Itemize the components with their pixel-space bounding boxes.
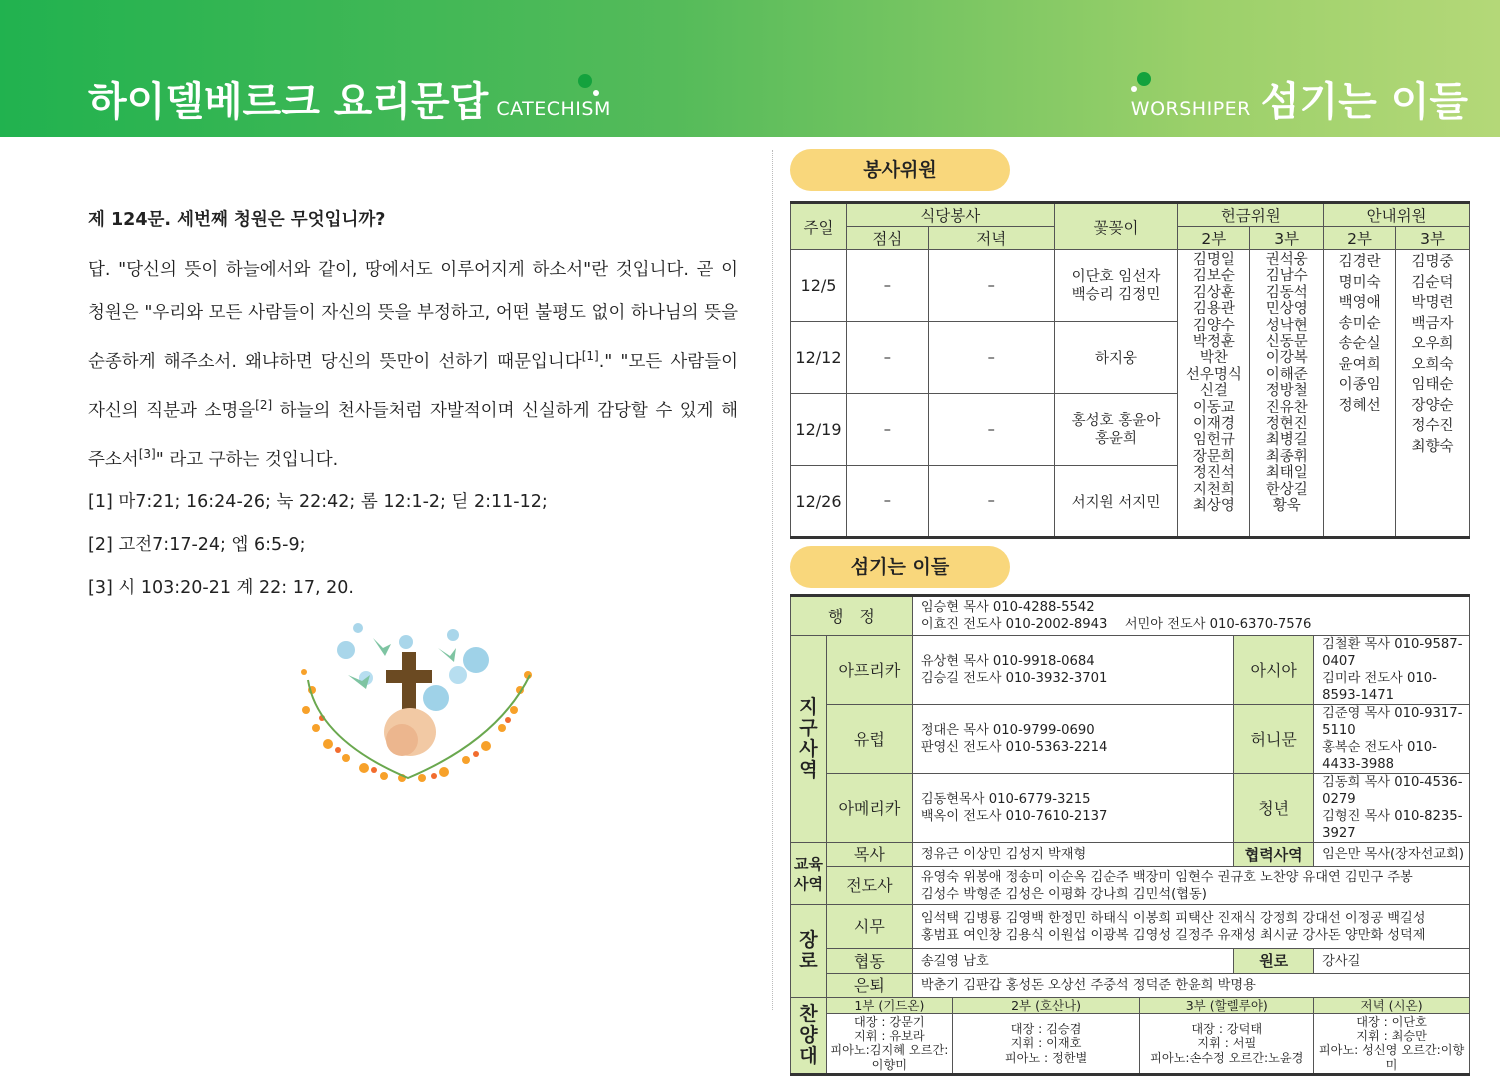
header-dinner: 저녁 [928,227,1054,250]
europe-label: 유럽 [826,705,912,774]
staff-line: 김준영 목사 010-9317-5110 [1322,706,1463,738]
row-dinner: – [928,322,1054,394]
catechism-section [88,206,738,610]
row-flower: 홍성호 홍윤아 홍윤희 [1054,394,1178,466]
header-offering-2: 2부 [1178,227,1250,250]
choir-line: 피아노:김지혜 오르간:이향미 [830,1043,949,1072]
answer-text: ." "모든 사람들이 자신의 직분과 소명을 [88,351,738,421]
choir-line: 대장 : 김승겸 [1010,1022,1082,1037]
cooperation-label: 협력사역 [1234,843,1314,867]
names-line: 유영숙 위봉애 정송미 이순옥 김순주 백장미 임현수 권규호 노찬양 유대연 김민구 주봉 [920,869,1413,885]
choir-line: 지휘 : 이재호 [1010,1036,1082,1051]
footnote-marker: [2] [255,397,273,412]
cross-hands-illustration [298,620,543,785]
row-flower: 서지원 서지민 [1054,466,1178,538]
row-date: 12/5 [791,250,847,322]
white-dot-icon [593,90,599,96]
header-offering: 헌금위원 [1178,203,1324,227]
choir-line: 피아노: 성신영 오르간:이향미 [1318,1043,1465,1072]
reference-1: [1] 마7:21; 16:24-26; 눅 22:42; 롬 12:1-2; 딛 2:11-12; [88,492,548,513]
admin-label: 행 정 [791,596,913,636]
green-dot-icon [578,74,592,88]
names-line: 홍범표 여인창 김용식 이원섭 이광복 김영성 길정주 유재성 최시균 강사돈 양만화 성덕제 [920,927,1426,943]
row-lunch: – [846,322,928,394]
row-lunch: – [846,250,928,322]
header-cafeteria: 식당봉사 [846,203,1054,227]
admin-line: 이효진 전도사 010-2002-8943 서민아 전도사 010-6370-7576 [920,617,1312,632]
row-flower: 이단호 임선자 백승리 김정민 [1054,250,1178,322]
footnote-marker: [3] [138,446,156,461]
row-date: 12/12 [791,322,847,394]
senior-elder-label: 원로 [1234,949,1314,974]
row-date: 12/19 [791,394,847,466]
retired-elder-label: 은퇴 [826,974,912,998]
choir-line: 대장 : 이단호 [1356,1015,1427,1029]
america-staff [912,774,1233,843]
row-lunch: – [846,466,928,538]
associate-elder-label: 협동 [826,949,912,974]
catechism-title [88,70,611,127]
guide-3-list: 김명중 김순덕 박명련 백금자 오우희 오희숙 임태순 장양순 정수진 최향숙 [1396,250,1470,538]
catechism-title-ko: 하이델베르크 요리문답 [88,79,489,125]
region-label: 지 구 사 역 [791,636,827,843]
workers-title: 섬기는 이들 [790,546,1010,588]
elder-label: 장 로 [791,905,827,998]
header-banner [0,0,1500,137]
row-flower: 하지웅 [1054,322,1178,394]
footnote-marker: [1] [581,349,599,363]
senior-elder-names: 강사길 [1314,949,1470,974]
catechism-question: 제 124문. 세번째 청원은 무엇입니까? [88,210,386,230]
answer-text: " 라고 구하는 것입니다. [155,449,339,470]
staff-line: 김형진 목사 010-8235-3927 [1322,809,1463,841]
choir-line: 피아노 : 정한별 [1004,1050,1088,1065]
staff-line: 김미라 전도사 010-8593-1471 [1322,671,1437,703]
choir-members [1140,1014,1314,1075]
offering-3-list: 권석웅 김남수 김동석 민상영 성낙현 신동문 이강복 이해준 정방철 진유찬 정현진 최병길 최종휘 최태일 한상길 황욱 [1250,250,1324,538]
choir-line: 지휘 : 최승만 [1356,1029,1427,1044]
names-line: 김성수 박형준 김성은 이평화 강나희 김민석(협동) [920,886,1207,902]
workers-table [790,594,1470,1076]
names-line: 임석택 김병룡 김영백 한정민 하태식 이봉희 피택산 진재식 강정희 강대선 이정공 백길성 [920,910,1426,926]
header-guide-3: 3부 [1396,227,1470,250]
asia-label: 아시아 [1234,636,1314,705]
youth-staff [1314,774,1470,843]
choir-line: 피아노:손수정 오르간:노윤경 [1150,1050,1304,1065]
staff-line: 백옥이 전도사 010-7610-2137 [920,809,1108,824]
worshiper-title-ko: 섬기는 이들 [1260,79,1468,125]
row-dinner: – [928,394,1054,466]
staff-line: 유상현 목사 010-9918-0684 [920,654,1095,669]
header-guide-2: 2부 [1324,227,1396,250]
reference-2: [2] 고전7:17-24; 엡 6:5-9; [88,535,306,556]
retired-elder-names: 박춘기 김판갑 홍성돈 오상선 주중석 정덕준 한윤희 박명용 [912,974,1469,998]
row-lunch: – [846,394,928,466]
staff-line: 김철환 목사 010-9587-0407 [1322,637,1463,669]
catechism-title-en: CATECHISM [496,98,611,120]
worshiper-title [1131,70,1468,127]
staff-line: 김승길 전도사 010-3932-3701 [920,671,1108,686]
africa-staff [912,636,1233,705]
cooperation-names: 임은만 목사(장자선교회) [1314,843,1470,867]
staff-line: 판영신 전도사 010-5363-2214 [920,740,1108,755]
pastor-label: 목사 [826,843,912,867]
row-dinner: – [928,250,1054,322]
header-flower: 꽃꽂이 [1054,203,1178,250]
active-elder-names [912,905,1469,949]
honeymoon-label: 허니문 [1234,705,1314,774]
active-elder-label: 시무 [826,905,912,949]
choir-members [1314,1014,1470,1075]
choir-line: 대장 : 강덕태 [1191,1022,1263,1037]
volunteers-table [790,201,1470,539]
page-divider [772,150,773,1010]
choir-line: 대장 : 강문기 [853,1015,925,1029]
evangelist-label: 전도사 [826,867,912,905]
volunteers-title: 봉사위원 [790,149,1010,191]
answer-text: 답. "당신의 뜻이 하늘에서와 같이, 땅에서도 이루어지게 하소서"란 것입니다. 곧 이 청원은 "우리와 모든 사람들이 자신의 뜻을 부정하고, 어떤 불평도 없이 하나님의 뜻을 순종하게 해주소서. 왜냐하면 당신의 뜻만이 선하기 때문입니다 [88,260,738,372]
worshiper-title-en: WORSHIPER [1130,98,1251,120]
pastor-names: 정유근 이상민 김성지 박재형 [912,843,1233,867]
staff-line: 김동현목사 010-6779-3215 [920,792,1091,807]
header-lunch: 점심 [846,227,928,250]
catechism-answer [88,249,738,481]
youth-label: 청년 [1234,774,1314,843]
reference-3: [3] 시 103:20-21 계 22: 17, 20. [88,578,354,599]
education-label: 교육 사역 [791,843,827,905]
admin-staff [912,596,1469,636]
choir-name: 2부 (호산나) [952,998,1140,1014]
row-date: 12/26 [791,466,847,538]
africa-label: 아프리카 [826,636,912,705]
choir-label: 찬 양 대 [791,998,827,1075]
choir-name: 3부 (할렐루야) [1140,998,1314,1014]
staff-line: 김동희 목사 010-4536-0279 [1322,775,1463,807]
staff-line: 정대은 목사 010-9799-0690 [920,723,1095,738]
header-date: 주일 [791,203,847,250]
choir-name: 저녁 (시온) [1314,998,1470,1014]
choir-members [826,1014,952,1075]
honeymoon-staff [1314,705,1470,774]
admin-line: 임승현 목사 010-4288-5542 [920,600,1095,615]
choir-line: 지휘 : 유보라 [853,1029,925,1044]
choir-name: 1부 (기드온) [826,998,952,1014]
associate-elder-names: 송길영 남호 [912,949,1233,974]
asia-staff [1314,636,1470,705]
evangelist-names [912,867,1469,905]
offering-2-list: 김명일 김보순 김상훈 김용관 김양수 박정훈 박찬 선우명식 신걸 이동교 이재경 임헌규 장문희 정진석 지천희 최상영 [1178,250,1250,538]
europe-staff [912,705,1233,774]
choir-members [952,1014,1140,1075]
row-dinner: – [928,466,1054,538]
header-offering-3: 3부 [1250,227,1324,250]
staff-line: 홍복순 전도사 010-4433-3988 [1322,740,1437,772]
america-label: 아메리카 [826,774,912,843]
guide-2-list: 김경란 명미숙 백영애 송미순 송순실 윤여희 이종임 정혜선 [1324,250,1396,538]
choir-line: 지휘 : 서필 [1197,1036,1257,1051]
header-guide: 안내위원 [1324,203,1470,227]
answer-text: 하늘의 천사들처럼 자발적이며 신실하게 감당할 수 있게 해 주소서 [88,400,738,470]
